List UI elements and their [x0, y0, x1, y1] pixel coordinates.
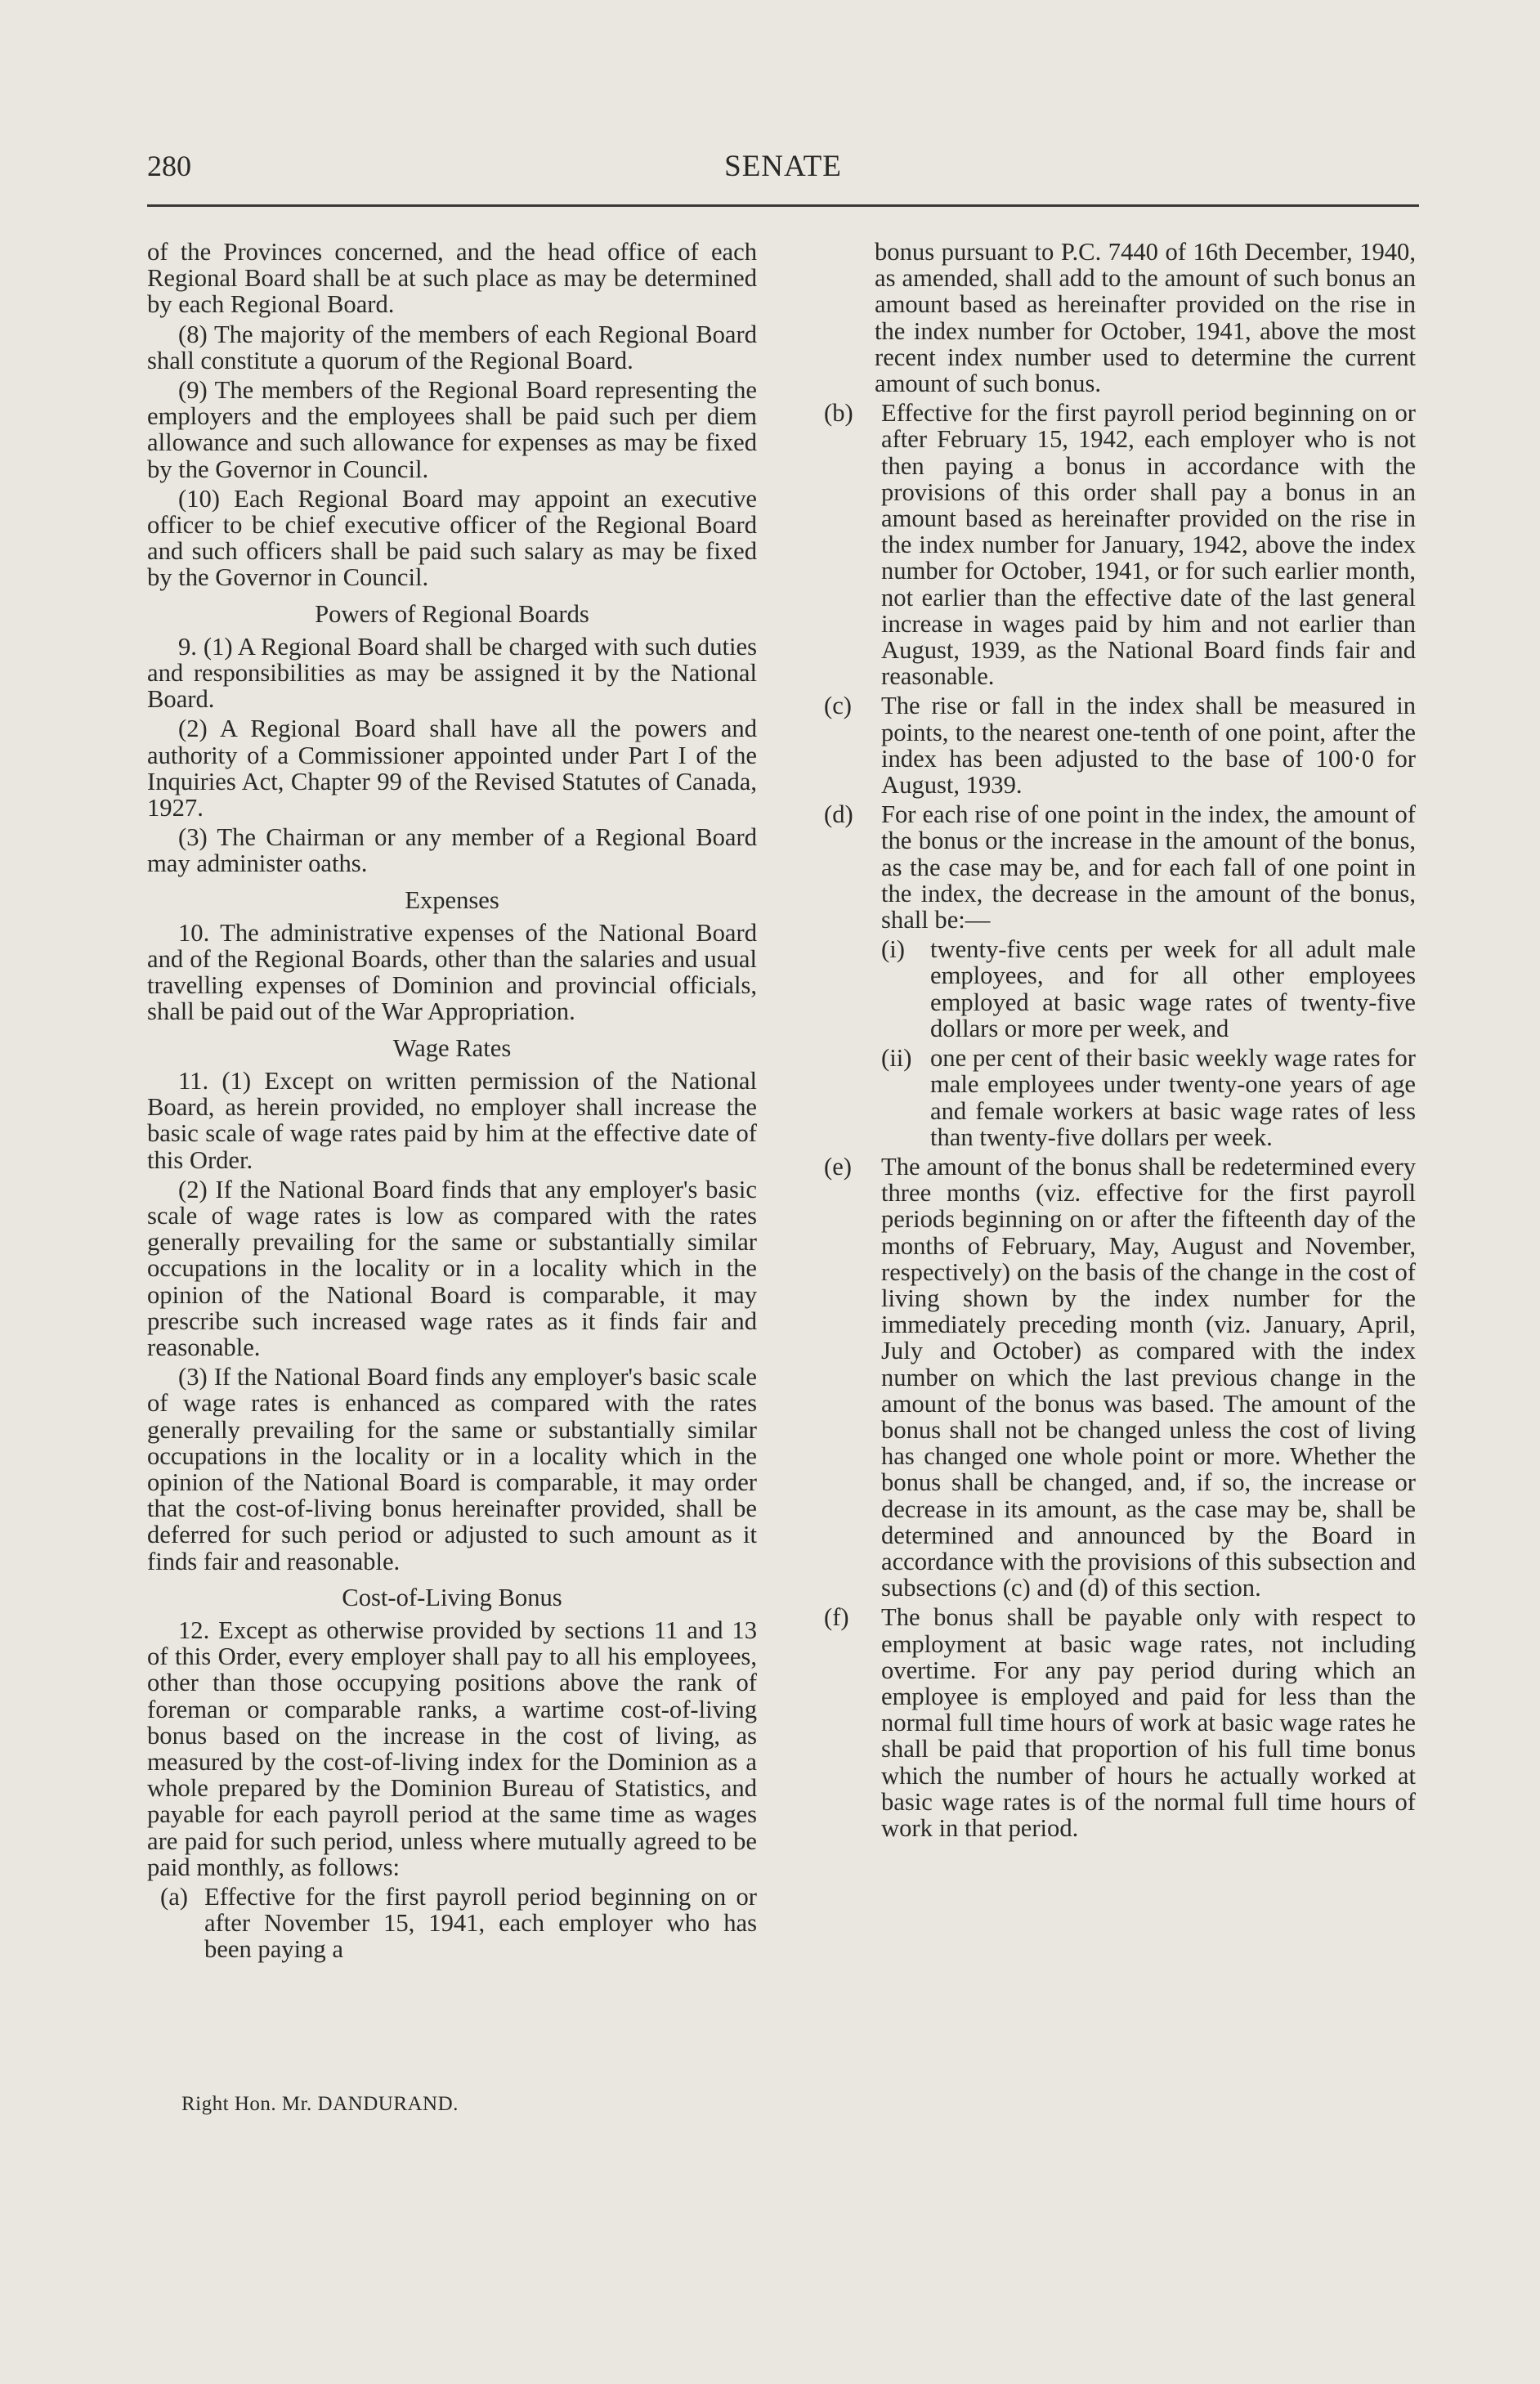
running-title: SENATE — [724, 150, 842, 183]
section-heading: Cost-of-Living Bonus — [342, 1583, 562, 1611]
clause-b — [824, 400, 1416, 689]
paragraph: of the Provinces concerned, and the head office of each Regional Board shall be at such place as may be determined by each Regional Board. — [147, 238, 757, 319]
section-heading: Powers of Regional Boards — [315, 599, 589, 628]
paragraph: 9. (1) A Regional Board shall be charged with such duties and responsibilities as may be assigned it by the National Board. — [147, 632, 757, 714]
subclause-text: one per cent of their basic weekly wage rates for male employees under twenty-one years of age and female workers at basic wage rates of less than twenty-five dollars per week. — [930, 1044, 1416, 1151]
clause-label: (e) — [824, 1152, 852, 1181]
clause-f — [824, 1604, 1416, 1841]
clause-text: The rise or fall in the index shall be measured in points, to the nearest one-tenth of one point, after the index has been adjusted to the base of 100·0 for August, 1939. — [881, 692, 1416, 800]
clause-d — [824, 801, 1416, 933]
paragraph: (3) The Chairman or any member of a Regional Board may administer oaths. — [147, 823, 757, 878]
subclause-label: (ii) — [881, 1044, 912, 1073]
speaker-footer: Right Hon. Mr. DANDURAND. — [181, 2093, 459, 2115]
page-number: 280 — [147, 150, 191, 182]
paragraph: 10. The administrative expenses of the National Board and of the Regional Boards, other than the salaries and usual travelling expenses of Dominion and provincial officials, shall be paid out of the War Appropriation. — [147, 918, 757, 1026]
section-heading: Expenses — [405, 885, 499, 914]
paragraph: (8) The majority of the members of each Regional Board shall constitute a quorum of the Regional Board. — [147, 320, 757, 374]
clause-label: (f) — [824, 1603, 849, 1632]
clause-text: Effective for the first payroll period beginning on or after November 15, 1941, each employer who has been paying a — [204, 1882, 757, 1964]
clause-label: (c) — [824, 692, 852, 720]
paragraph: 12. Except as otherwise provided by sections 11 and 13 of this Order, every employer shall pay to all his employees, other than those occupying positions above the rank of foreman or comparable ranks, a wartime cost-of-living bonus based on the increase in the cost of living, as measured by the cost-of-living index for the Dominion as a whole prepared by the Dominion Bureau of Statistics, and payable for each payroll period at the same time as wages are paid for such period, unless where mutually agreed to be paid monthly, as follows: — [147, 1615, 757, 1881]
clause-a-continuation: bonus pursuant to P.C. 7440 of 16th December, 1940, as amended, shall add to the amount of such bonus an amount based as hereinafter provided on the rise in the index number for October, 1941, above the most recent index number used to determine the current amount of such bonus. — [875, 238, 1416, 398]
right-column — [824, 239, 1416, 1844]
left-column — [147, 239, 757, 1966]
clause-label: (b) — [824, 399, 853, 428]
clause-text: The amount of the bonus shall be redetermined every three months (viz. effective for the first payroll periods beginning on or after the fifteenth day of the months of February, May, August and November, respectively) on the basis of the change in the cost of living shown by the index number for the immediately preceding month (viz. January, April, July and October) as compared with the index number on which the last previous change in the amount of the bonus was based. The amount of the bonus shall not be changed unless the cost of living has changed one whole point or more. Whether the bonus shall be changed, and, if so, the increase or decrease in its amount, as the case may be, shall be determined and announced by the Board in accordance with the provisions of this subsection and subsections (c) and (d) of this section. — [881, 1152, 1416, 1602]
clause-c — [824, 692, 1416, 798]
paragraph: (9) The members of the Regional Board representing the employers and the employees shall be paid such per diem allowance and such allowance for expenses as may be fixed by the Governor in Council. — [147, 376, 757, 483]
paragraph: (2) A Regional Board shall have all the powers and authority of a Commissioner appointed under Part I of the Inquiries Act, Chapter 99 of the Revised Statutes of Canada, 1927. — [147, 715, 757, 822]
paragraph: 11. (1) Except on written permission of the National Board, as herein provided, no employer shall increase the basic scale of wage rates paid by him at the effective date of this Order. — [147, 1066, 757, 1174]
subclause-ii — [824, 1045, 1416, 1150]
clause-label: (a) — [160, 1882, 188, 1911]
clause-text: The bonus shall be payable only with respect to employment at basic wage rates, not including overtime. For any pay period during which an employee is employed and paid for less than the normal full time hours of work at basic wage rates he shall be paid that proportion of his full time bonus which the number of hours he actually worked at basic wage rates is of the normal full time hours of work in that period. — [881, 1603, 1416, 1842]
section-heading: Wage Rates — [392, 1033, 512, 1062]
paragraph: (3) If the National Board finds any employer's basic scale of wage rates is enhanced as compared with the rates generally prevailing for the same or substantially similar occupations in the locality or in a locality which in the opinion of the National Board is comparable, it may order that the cost-of-living bonus hereinafter provided, shall be deferred for such period or adjusted to such amount as it finds fair and reasonable. — [147, 1363, 757, 1575]
paragraph: (2) If the National Board finds that any employer's basic scale of wage rates is low as compared with the rates generally prevailing for the same or substantially similar occupations in the locality or in a locality which in the opinion of the National Board is comparable, it may prescribe such increased wage rates as it finds fair and reasonable. — [147, 1175, 757, 1361]
clause-e — [824, 1154, 1416, 1601]
clause-a — [147, 1884, 757, 1963]
subclause-label: (i) — [881, 935, 905, 964]
clause-text: Effective for the first payroll period beginning on or after February 15, 1942, each employer who is not then paying a bonus in accordance with the provisions of this order shall pay a bonus in an amount based as hereinafter provided on the rise in the index number for January, 1942, above the index number for October, 1941, or for such earlier month, not earlier than the effective date of the last general increase in wages paid by him and not earlier than August, 1939, as the National Board finds fair and reasonable. — [881, 399, 1416, 691]
clause-text: For each rise of one point in the index, the amount of the bonus or the increase in the amount of the bonus, as the case may be, and for each fall of one point in the index, the decrease in the amount of the bonus, shall be:— — [881, 800, 1416, 934]
page-header — [147, 144, 1419, 193]
subclause-text: twenty-five cents per week for all adult male employees, and for all other employees employed at basic wage rates of twenty-five dollars or more per week, and — [930, 935, 1416, 1042]
clause-label: (d) — [824, 800, 853, 829]
subclause-i — [824, 936, 1416, 1042]
header-rule — [147, 204, 1419, 207]
paragraph: (10) Each Regional Board may appoint an executive officer to be chief executive officer of the Regional Board and such officers shall be paid such salary as may be fixed by the Governor in Council. — [147, 484, 757, 592]
